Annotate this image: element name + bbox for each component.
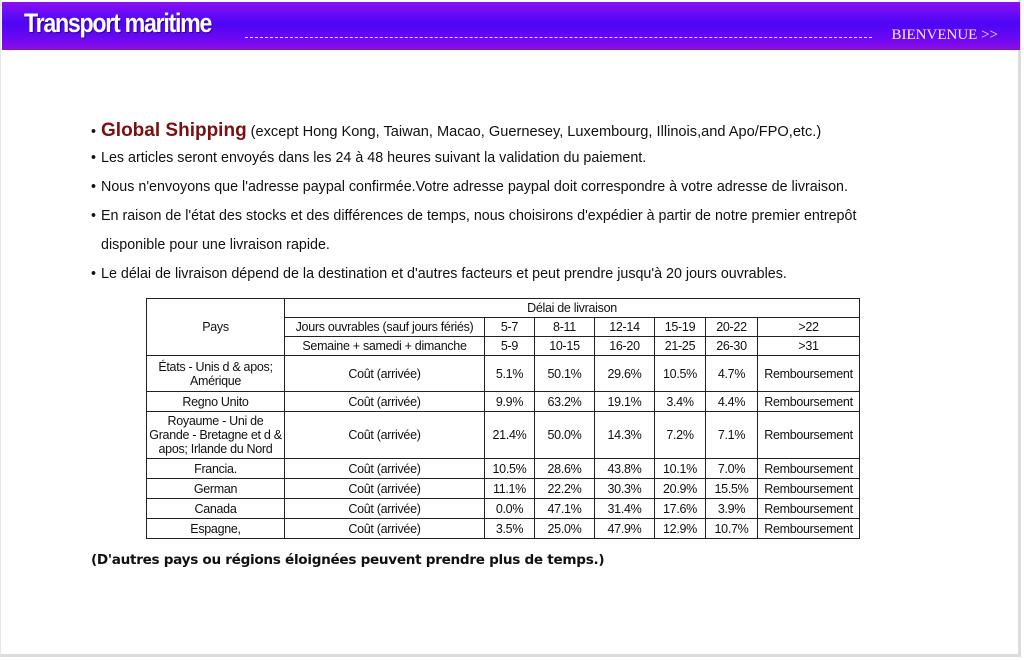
country-cell: Francia.	[147, 459, 285, 479]
value-cell: 19.1%	[595, 392, 655, 412]
bullet-icon: •	[91, 179, 97, 195]
bullet-paypal-address	[91, 179, 848, 195]
value-cell: 11.1%	[485, 479, 535, 499]
value-cell: 7.1%	[706, 412, 758, 459]
calendar-days-range: 21-25	[655, 337, 706, 356]
global-shipping-title: Global Shipping	[101, 120, 247, 141]
value-cell: 50.0%	[535, 412, 595, 459]
calendar-days-range: 5-9	[485, 337, 535, 356]
table-row	[147, 459, 860, 479]
country-cell: Regno Unito	[147, 392, 285, 412]
bullet-global-shipping	[91, 120, 821, 142]
table-row	[147, 392, 860, 412]
calendar-days-range: 10-15	[535, 337, 595, 356]
working-days-range: 20-22	[706, 318, 758, 337]
welcome-link[interactable]: BIENVENUE >>	[891, 27, 998, 43]
cost-label-cell: Coût (arrivée)	[285, 459, 485, 479]
value-cell: 0.0%	[485, 499, 535, 519]
country-cell: Canada	[147, 499, 285, 519]
cost-label-cell: Coût (arrivée)	[285, 412, 485, 459]
calendar-days-range: >31	[758, 337, 860, 356]
value-cell: Remboursement	[758, 459, 860, 479]
value-cell: 29.6%	[595, 356, 655, 392]
value-cell: 4.4%	[706, 392, 758, 412]
working-days-range: 8-11	[535, 318, 595, 337]
calendar-days-range: 26-30	[706, 337, 758, 356]
value-cell: 3.9%	[706, 499, 758, 519]
global-shipping-exceptions: (except Hong Kong, Taiwan, Macao, Guernesey, Luxembourg, Illinois,and Apo/FPO,etc.)	[250, 124, 822, 140]
value-cell: 9.9%	[485, 392, 535, 412]
remote-regions-note: (D'autres pays ou régions éloignées peuvent prendre plus de temps.)	[91, 552, 605, 568]
country-cell: Espagne,	[147, 519, 285, 539]
value-cell: 10.7%	[706, 519, 758, 539]
value-cell: 10.5%	[485, 459, 535, 479]
cost-label-cell: Coût (arrivée)	[285, 479, 485, 499]
value-cell: 28.6%	[535, 459, 595, 479]
bullet-text: Les articles seront envoyés dans les 24 à 48 heures suivant la validation du paiement.	[101, 150, 647, 166]
value-cell: 22.2%	[535, 479, 595, 499]
country-cell: États - Unis d & apos; Amérique	[147, 356, 285, 392]
value-cell: 50.1%	[535, 356, 595, 392]
country-cell: Royaume - Uni de Grande - Bretagne et d & apos; Irlande du Nord	[147, 412, 285, 459]
bullet-icon: •	[91, 266, 97, 282]
table-row	[147, 356, 860, 392]
calendar-days-label: Semaine + samedi + dimanche	[285, 337, 485, 356]
cost-label-cell: Coût (arrivée)	[285, 392, 485, 412]
value-cell: Remboursement	[758, 519, 860, 539]
value-cell: 5.1%	[485, 356, 535, 392]
calendar-days-range: 16-20	[595, 337, 655, 356]
value-cell: 7.2%	[655, 412, 706, 459]
cost-label-cell: Coût (arrivée)	[285, 519, 485, 539]
value-cell: 17.6%	[655, 499, 706, 519]
table-header-row	[147, 299, 860, 318]
value-cell: 30.3%	[595, 479, 655, 499]
value-cell: 20.9%	[655, 479, 706, 499]
value-cell: 31.4%	[595, 499, 655, 519]
value-cell: Remboursement	[758, 499, 860, 519]
working-days-range: 12-14	[595, 318, 655, 337]
working-days-range: 5-7	[485, 318, 535, 337]
value-cell: 47.9%	[595, 519, 655, 539]
value-cell: 4.7%	[706, 356, 758, 392]
header-delay: Délai de livraison	[285, 299, 860, 318]
bullet-icon: •	[91, 150, 97, 166]
working-days-range: 15-19	[655, 318, 706, 337]
value-cell: Remboursement	[758, 479, 860, 499]
banner-divider	[245, 37, 872, 38]
value-cell: 14.3%	[595, 412, 655, 459]
bullet-text: Le délai de livraison dépend de la destination et d'autres facteurs et peut prendre jusqu'à 20 jours ouvrables.	[101, 266, 787, 282]
working-days-range: >22	[758, 318, 860, 337]
value-cell: 3.4%	[655, 392, 706, 412]
value-cell: 15.5%	[706, 479, 758, 499]
bullet-icon: •	[91, 124, 97, 140]
value-cell: Remboursement	[758, 392, 860, 412]
working-days-label: Jours ouvrables (sauf jours fériés)	[285, 318, 485, 337]
bullet-text: En raison de l'état des stocks et des différences de temps, nous choisirons d'expédier à partir de notre premier entrepôt	[101, 208, 857, 224]
bullet-dispatch-time	[91, 150, 646, 166]
table-row	[147, 479, 860, 499]
banner-title: Transport maritime	[24, 8, 212, 38]
bullet-delivery-delay	[91, 266, 787, 282]
value-cell: 3.5%	[485, 519, 535, 539]
table-row	[147, 412, 860, 459]
value-cell: 12.9%	[655, 519, 706, 539]
value-cell: 10.5%	[655, 356, 706, 392]
value-cell: 25.0%	[535, 519, 595, 539]
country-cell: German	[147, 479, 285, 499]
value-cell: 7.0%	[706, 459, 758, 479]
bullet-icon: •	[91, 208, 97, 224]
delivery-time-table	[146, 298, 860, 539]
value-cell: Remboursement	[758, 412, 860, 459]
table-row	[147, 499, 860, 519]
table-row	[147, 519, 860, 539]
value-cell: 63.2%	[535, 392, 595, 412]
cost-label-cell: Coût (arrivée)	[285, 499, 485, 519]
value-cell: 47.1%	[535, 499, 595, 519]
bullet-warehouse-continued	[101, 237, 330, 253]
bullet-text: disponible pour une livraison rapide.	[101, 237, 330, 253]
value-cell: 21.4%	[485, 412, 535, 459]
bullet-text: Nous n'envoyons que l'adresse paypal confirmée.Votre adresse paypal doit correspondre à votre adresse de livraison.	[101, 179, 848, 195]
bullet-warehouse	[91, 208, 856, 224]
value-cell: 10.1%	[655, 459, 706, 479]
header-pays: Pays	[147, 299, 285, 356]
value-cell: Remboursement	[758, 356, 860, 392]
value-cell: 43.8%	[595, 459, 655, 479]
cost-label-cell: Coût (arrivée)	[285, 356, 485, 392]
header-banner	[2, 2, 1020, 50]
